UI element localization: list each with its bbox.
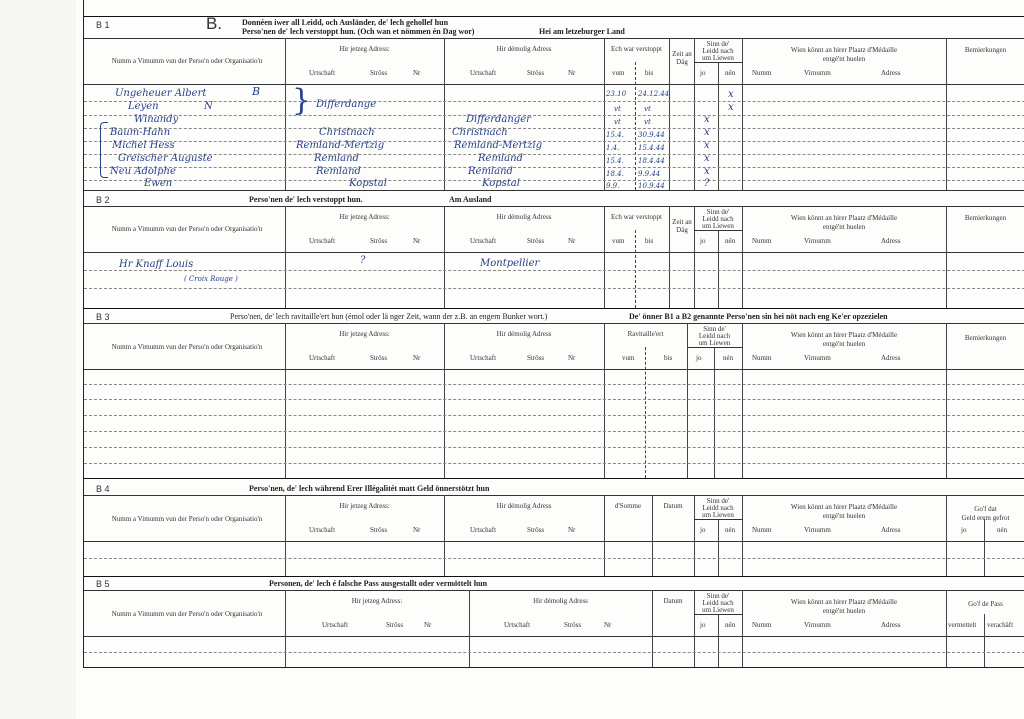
b2-section-label: B 2 bbox=[96, 195, 110, 205]
col-hid: Ech war verstoppt bbox=[611, 45, 662, 53]
b1-title-line2: Perso'nen de' lech verstoppt hun. (Och wan et nömmen én Dag wor) bbox=[242, 27, 475, 36]
col-remarks: Bemierkungen bbox=[964, 46, 1007, 54]
b4-section-label: B 4 bbox=[96, 484, 110, 494]
b2-row-name: Hr Knaff Louis bbox=[119, 259, 194, 270]
b1-title-line1: Donnéen iwer all Leidd, och Ausländer, de' lech gehollef hun bbox=[242, 18, 449, 27]
b1-row-name: Ewen bbox=[144, 178, 173, 189]
col-name-header: Numm a Vimumm vun der Perso'n oder Organisatio'n bbox=[111, 57, 263, 65]
b2-title-right: Am Ausland bbox=[449, 195, 492, 204]
b3-section-label: B 3 bbox=[96, 312, 110, 322]
b1-bottom bbox=[84, 190, 1024, 191]
b1-header-bottom bbox=[84, 84, 1024, 85]
b4-title: Perso'nen, de' lech während Erer Illégalitét matt Geld önnerstötzt hun bbox=[249, 484, 490, 493]
b5-title: Personen, de' lech é falsche Pass ausgestallt oder vermöttelt hun bbox=[269, 579, 488, 588]
scan-margin bbox=[0, 0, 76, 719]
b1-row-name: Baum-Hahn bbox=[110, 127, 171, 138]
col-current-address: Hir jetzeg Adress: bbox=[339, 45, 390, 53]
b1-row-name: Neu Adolphe bbox=[110, 166, 176, 177]
b1-row-name: Greischer Auguste bbox=[118, 153, 213, 164]
col-time-days: Zeit an Däg bbox=[672, 50, 692, 66]
b1-row-name: Michel Hess bbox=[112, 140, 175, 151]
b2-row-name-line2: ( Croix Rouge ) bbox=[184, 275, 238, 283]
b1-mark: B bbox=[252, 85, 261, 98]
b1-row-name: Winandy bbox=[134, 114, 179, 125]
b1-header-top bbox=[84, 38, 1024, 39]
col-then-address: Hir démolig Adress bbox=[496, 45, 552, 53]
b1-row-name: Leyen bbox=[128, 101, 159, 112]
b1-title-line2-right: Hei am letzeburger Land bbox=[539, 27, 625, 36]
b1-row-name: Ungeheuer Albert bbox=[115, 88, 207, 99]
handwritten-bracket bbox=[100, 122, 108, 178]
b5-section-label: B 5 bbox=[96, 579, 110, 589]
b1-section-label: B 1 bbox=[96, 20, 110, 30]
b1-big-letter: B. bbox=[206, 14, 223, 33]
form-sheet: B 1 B. Donnéen iwer all Leidd, och Ausländer, de' lech gehollef hun Perso'nen de' lech verstoppt hun. (Och wan et nömmen én Dag wor) Hei am letzeburger Land Numm a Vimumm vun der Perso'n oder Organisatio'n Hir jetzeg Adress: Urtschaft Ströss Nr Hir démolig Adress Urtschaft Ströss Nr Ech war verstoppt vum bis Zeit an Däg Sinn de' Leidd nach um Liewen jo nén Wien könnt an hirer Plaatz d'Médaille entgé'nt huelen Numm Virnumm Adress Bemierkungen Ungeheuer Albert B Leyen N Winandy Baum-Hahn Michel Hess Greischer Auguste Neu Adolphe Ewen } Differdange Christnach Remland-Mertzig Remland Remland Kopstal Differdanger Christnach Remland-Mertzig Remland Remland Kopstal 23.10 24.12.44 vt vt vt vt 15.4. 30.9.44 1.4. 15.4.44 15.4. 18.4.44 18.4. 9.9.44 9.9. 10.9.44 x x x x x x x ? B 2 Perso'nen de' lech verstoppt hun. Am Ausland Numm a Vimumm vun der Perso'n oder Organisatio'n Hir jetzeg Adress: Urtschaft Ströss Nr Hir démolig Adress Urtschaft Ströss Nr Ech war verstoppt vum bis Zeit an Däg Sinn de' Leidd nach um Liewen jo nén Wien könnt an hirer Plaatz d'Médaille entgé'nt huelen Numm Virnumm Adress Bemierkungen Hr Knaff Louis ( Croix Rouge ) ? Montpellier B 3 Perso'nen, de' lech ravitaille'ert hun (émol oder lä nger Zeit, wann der z.B. an engem Bunker wort.) De' önner B1 a B2 genannte Perso'nen sin hei nöt nach eng Ke'er opzezielen Numm a Vimumm vun der Perso'n oder Organisatio'n Hir jetzeg Adress: Urtschaft Ströss Nr Hir démolig Adress Urtschaft Ströss Nr Ravitaille'ert vum bis Sinn de' Leidd nach um Liewen jo nén Wien könnt an hirer Plaatz d'Médaille entgé'nt huelen Numm Virnumm Adress Bemierkungen B 4 Perso'nen, de' lech während Erer Illégalitét matt Geld önnerstötzt hun Numm a Vimumm vun der Perso'n oder Organisatio'n Hir jetzeg Adress: Urtschaft Ströss Nr Hir démolig Adress Urtschaft Ströss Nr d'Somme Datum Sinn de' Leidd nach um Liewen jo nén Wien könnt an hirer Plaatz d'Médaille entgé'nt huelen Numm Virnumm Adress Go'f dat Geld erem gefrot jo nén B 5 Personen, de' lech é falsche Pass ausgestallt oder vermöttelt hun Numm a Vimumm vun der Perso'n oder Organisatio'n Hir jetzeg Adress: Urtschaft Ströss Nr Hir démolig Adress Urtschaft Ströss Nr Datum Sinn de' Leidd nach um Liewen jo nén Wien könnt an hirer Plaatz d'Médaille entgé'nt huelen Numm Virnumm Adress Go'f de Pass vermettelt verachäft bbox=[83, 0, 1024, 668]
b2-row-then: Montpellier bbox=[480, 258, 540, 269]
b3-title-right: De' önner B1 a B2 genannte Perso'nen sin hei nöt nach eng Ke'er opzezielen bbox=[629, 312, 888, 321]
b1-current-place: Differdange bbox=[316, 99, 377, 110]
b1-mark: N bbox=[204, 101, 213, 112]
handwritten-brace: } bbox=[292, 83, 312, 118]
b3-title: Perso'nen, de' lech ravitaille'ert hun (émol oder lä nger Zeit, wann der z.B. an engem Bunker wort.) bbox=[230, 312, 548, 321]
b2-row-current: ? bbox=[360, 255, 366, 266]
b2-title: Perso'nen de' lech verstoppt hun. bbox=[249, 195, 363, 204]
b1-top-border bbox=[84, 16, 1024, 17]
